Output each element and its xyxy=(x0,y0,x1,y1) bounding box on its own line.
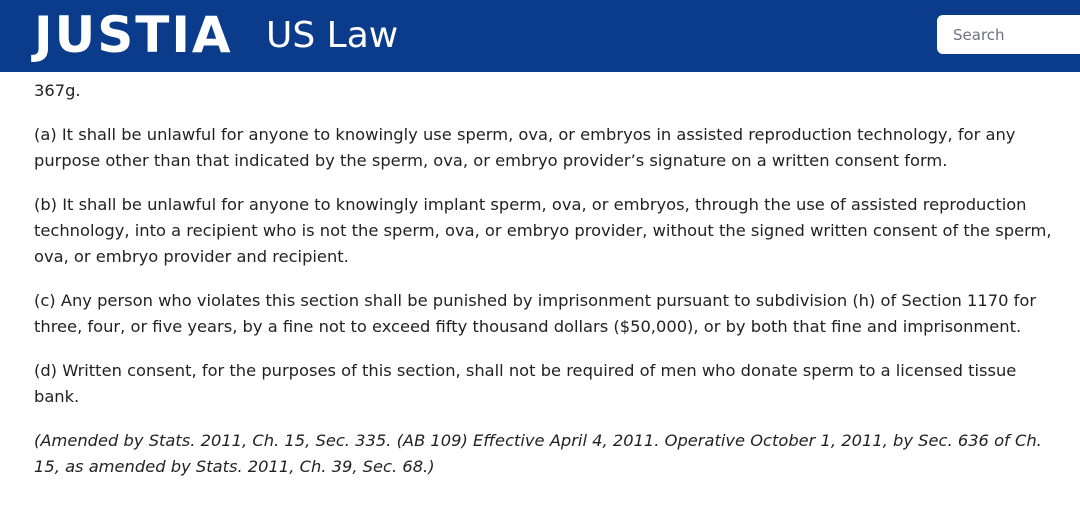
us-law-link[interactable]: US Law xyxy=(266,15,399,56)
paragraph-d: (d) Written consent, for the purposes of this section, shall not be required of men who donate sperm to a licensed tissue bank. xyxy=(34,361,1017,406)
paragraph-c: (c) Any person who violates this section shall be punished by imprisonment pursuant to subdivision (h) of Section 1170 for three, four, or five years, by a fine not to exceed fifty thousand dollars ($50,000), or by both that fine and imprisonment. xyxy=(34,291,1037,336)
paragraph-a: (a) It shall be unlawful for anyone to knowingly use sperm, ova, or embryos in assisted reproduction technology, for any purpose other than that indicated by the sperm, ova, or embryo provider’s signature on a written consent form. xyxy=(34,125,1016,170)
paragraph-b: (b) It shall be unlawful for anyone to knowingly implant sperm, ova, or embryos, through the use of assisted reproduction technology, into a recipient who is not the sperm, ova, or embryo provider, without the signed written consent of the sperm, ova, or embryo provider and recipient. xyxy=(34,195,1052,266)
section-number: 367g. xyxy=(34,81,81,100)
history-note: (Amended by Stats. 2011, Ch. 15, Sec. 335. (AB 109) Effective April 4, 2011. Operative October 1, 2011, by Sec. 636 of Ch. 15, as amended by Stats. 2011, Ch. 39, Sec. 68.) xyxy=(34,431,1042,476)
justia-logo[interactable]: JUSTIA xyxy=(34,6,233,64)
search-input[interactable] xyxy=(937,15,1080,54)
statute-content xyxy=(34,78,1064,498)
site-header xyxy=(0,0,1080,72)
